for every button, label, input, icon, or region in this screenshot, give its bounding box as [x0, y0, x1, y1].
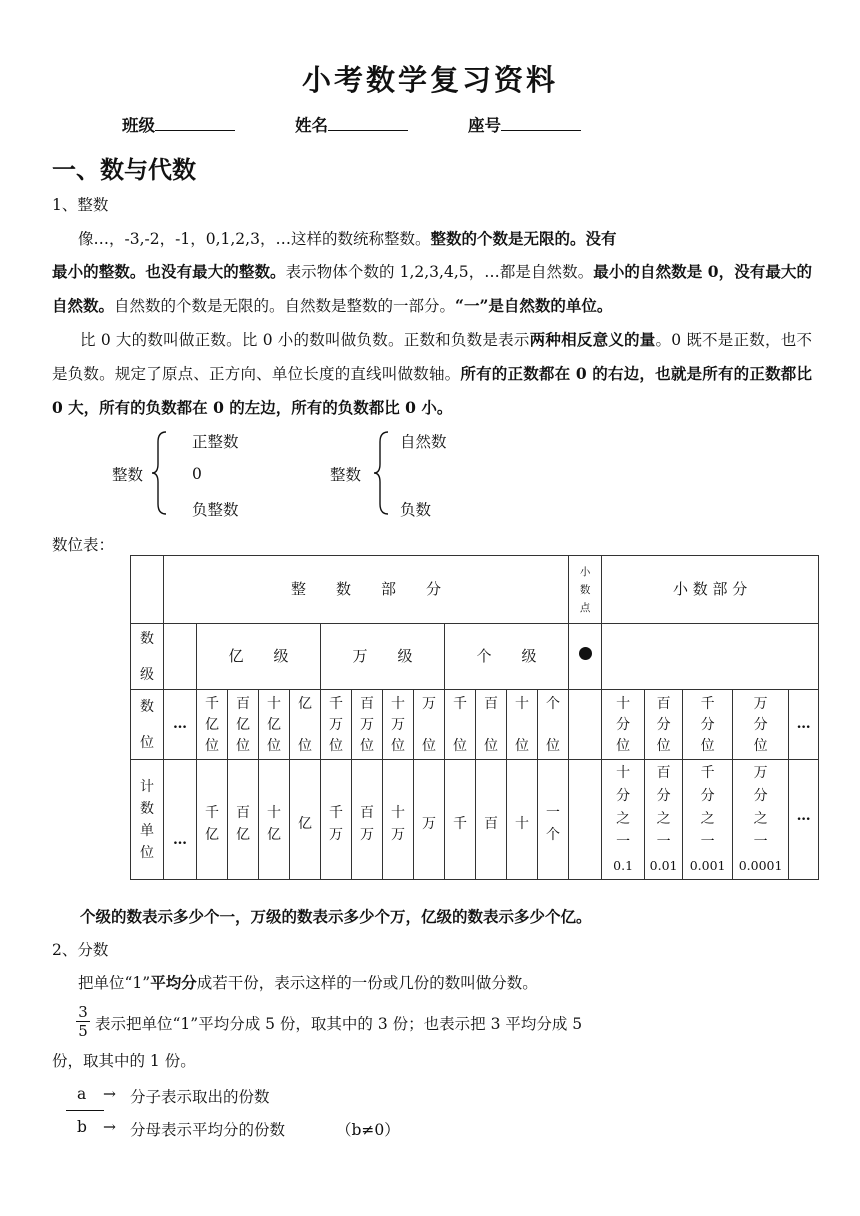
cell-text: 十	[267, 804, 281, 821]
counting-unit	[538, 760, 569, 880]
cell-text: 0.01	[649, 858, 678, 873]
decimal-counting-unit	[683, 760, 733, 880]
p3-run: 所有的正数都在 0 的右边，也就是所有的正数都比 0 大，所有的负数都在 0 的左边，所有的负数都比 0 小。	[52, 364, 812, 417]
fraction-definition	[78, 971, 538, 993]
fraction-example-line2: 份，取其中的 1 份。	[52, 1052, 196, 1070]
cell-text: 千	[700, 696, 715, 712]
denominator-condition: （b≠0）	[336, 1121, 400, 1139]
cell-text: 位	[391, 738, 405, 754]
cell-text: 个	[546, 826, 561, 843]
counting-unit	[197, 760, 228, 880]
p3-run: 比 0 大的数叫做正数。比 0 小的数叫做负数。正数和负数是表示	[80, 331, 530, 349]
place-value-table-label: 数位表：	[52, 536, 115, 554]
cell-text: 分	[700, 717, 715, 733]
grade-2: 个 级	[445, 624, 569, 690]
cell-text: 千	[205, 696, 219, 712]
cell-text: 位	[546, 738, 561, 754]
cell-text: 位	[267, 738, 281, 754]
counting-unit	[321, 760, 352, 880]
ellipsis-cell: …	[789, 690, 819, 760]
cell-text: 一	[700, 834, 715, 850]
ellipsis-cell: …	[789, 760, 819, 880]
decimal-point-header	[569, 556, 602, 624]
cell-text: 一	[546, 804, 561, 821]
numerator-symbol: a	[77, 1085, 87, 1103]
p2-run: “一”是自然数的单位。	[455, 296, 613, 315]
p2-run: 最小的自然数是 0，没有最大的自然数。	[52, 262, 812, 315]
fraction-example-line1: 表示把单位“1”平均分成 5 份，取其中的 3 份；也表示把 3 平均分成 5	[95, 1015, 583, 1033]
fraction-numerator: 3	[78, 1003, 88, 1021]
frac-def-run: 成若干份，表示这样的一份或几份的数叫做分数。	[196, 974, 538, 992]
cell-text: 0.1	[613, 858, 634, 873]
place-name	[383, 690, 414, 760]
place-value-table	[130, 555, 819, 880]
class-field[interactable]	[122, 112, 235, 136]
cell-text: 万	[753, 765, 768, 781]
decimal-part-header: 小 数 部 分	[602, 556, 819, 624]
cell-text: 位	[453, 738, 467, 754]
arrow-right-icon: →	[103, 1085, 116, 1103]
frac-def-run: 把单位“1”	[78, 974, 151, 992]
place-name	[476, 690, 507, 760]
cell-text: 千	[205, 804, 219, 821]
cell-text: 之	[656, 811, 671, 827]
cell-text: 亿	[205, 717, 219, 733]
cell-text: 分	[753, 717, 768, 733]
seat-label: 座号	[468, 116, 501, 135]
p2-run: 表示物体个数的 1,2,3,4,5，…都是自然数。	[285, 263, 594, 281]
cell-text: 万	[360, 717, 374, 733]
cell-text: 万	[360, 826, 374, 843]
cell-text: 万	[753, 696, 768, 712]
counting-unit	[290, 760, 321, 880]
cell-text: 数	[140, 630, 154, 647]
integer-paragraph-3	[52, 323, 812, 425]
place-name	[259, 690, 290, 760]
cell-text: 0.0001	[738, 858, 783, 873]
class1-item-zero: 0	[192, 465, 202, 483]
fraction-three-fifths	[76, 1003, 90, 1040]
table-cell	[569, 690, 602, 760]
place-label	[131, 690, 164, 760]
cell-text: 千	[700, 765, 715, 781]
cell-text: 位	[360, 738, 374, 754]
cell-text: 分	[656, 788, 671, 804]
grade-1: 万 级	[321, 624, 445, 690]
cell-text: 小	[579, 565, 591, 578]
denominator-meaning: 分母表示平均分的份数	[130, 1121, 286, 1139]
cell-text: 位	[205, 738, 219, 754]
left-brace-icon	[150, 430, 170, 516]
ellipsis-cell: …	[164, 690, 197, 760]
counting-unit	[414, 760, 445, 880]
cell-text: 位	[140, 844, 154, 861]
cell-text: 千	[329, 804, 343, 821]
counting-unit	[259, 760, 290, 880]
cell-text: 位	[484, 738, 498, 754]
cell-text: 百	[236, 804, 250, 821]
cell-text: 分	[656, 717, 671, 733]
p2-run: 最小的整数。也没有最大的整数。	[52, 262, 286, 281]
cell-text: 位	[140, 734, 154, 751]
class2-item-negative: 负数	[400, 501, 432, 519]
p3-run: 。0 既不是正数，也不是负数。规定了原点、正方向、单位长度的直线叫做数轴。	[52, 331, 812, 383]
classification-label-1: 整数	[112, 466, 144, 484]
cell-text: 十	[267, 696, 281, 712]
counting-unit	[476, 760, 507, 880]
integer-part-header: 整 数 部 分	[164, 556, 569, 624]
cell-text: 百	[484, 815, 498, 832]
cell-text: 位	[616, 738, 631, 754]
left-brace-icon	[372, 430, 392, 516]
cell-text: 位	[515, 738, 529, 754]
cell-text: 个	[546, 696, 561, 712]
denominator-symbol: b	[77, 1118, 87, 1136]
cell-text: 位	[236, 738, 250, 754]
cell-text: 亿	[267, 826, 281, 843]
counting-unit	[383, 760, 414, 880]
cell-text: 百	[360, 804, 374, 821]
place-name	[445, 690, 476, 760]
ellipsis-cell: …	[164, 760, 197, 880]
cell-text: 位	[329, 738, 343, 754]
p1-run: 像…，-3,-2，-1，0,1,2,3，…这样的数统称整数。	[78, 230, 431, 248]
integer-paragraph-2	[52, 255, 812, 323]
cell-text: 亿	[205, 826, 219, 843]
place-name	[538, 690, 569, 760]
cell-text: 十	[616, 765, 631, 781]
table-cell	[602, 624, 819, 690]
cell-text: 亿	[236, 826, 250, 843]
counting-unit	[507, 760, 538, 880]
decimal-place-name	[683, 690, 733, 760]
class1-item-negative: 负整数	[192, 501, 239, 519]
grade-0: 亿 级	[197, 624, 321, 690]
cell-text: 计	[140, 778, 154, 795]
cell-text: 之	[700, 811, 715, 827]
seat-field[interactable]	[468, 112, 581, 136]
cell-text: 十	[616, 696, 631, 712]
decimal-counting-unit	[602, 760, 645, 880]
place-name	[197, 690, 228, 760]
counting-unit	[228, 760, 259, 880]
cell-text: 千	[329, 696, 343, 712]
page-title: 小考数学复习资料	[301, 63, 558, 97]
cell-text: 十	[391, 804, 405, 821]
cell-text: 千	[453, 815, 467, 832]
p3-run: 两种相反意义的量	[529, 330, 656, 349]
p1-run: 整数的个数是无限的。没有	[430, 229, 617, 248]
class1-item-positive: 正整数	[192, 433, 239, 451]
cell-text: 数	[140, 800, 154, 817]
cell-text: 万	[329, 826, 343, 843]
cell-text: 数	[140, 698, 154, 715]
cell-text: 分	[700, 788, 715, 804]
cell-text: 之	[753, 811, 768, 827]
cell-text: 百	[656, 696, 671, 712]
cell-text: 亿	[236, 717, 250, 733]
decimal-place-name	[602, 690, 645, 760]
fraction-bar	[66, 1110, 104, 1111]
place-name	[352, 690, 383, 760]
cell-text: 万	[422, 696, 436, 712]
table-cell	[164, 624, 197, 690]
cell-text: 百	[656, 765, 671, 781]
cell-text: 位	[656, 738, 671, 754]
place-name	[290, 690, 321, 760]
numerator-meaning: 分子表示取出的份数	[130, 1088, 270, 1106]
class2-item-natural: 自然数	[400, 433, 447, 451]
cell-text: 分	[616, 788, 631, 804]
cell-text: 百	[484, 696, 498, 712]
cell-text: 一	[753, 834, 768, 850]
name-label: 姓名	[295, 116, 328, 135]
cell-text: 万	[391, 717, 405, 733]
arrow-right-icon: →	[103, 1118, 116, 1136]
subsection-fractions: 2、分数	[52, 941, 109, 959]
cell-text: 位	[298, 738, 312, 754]
counting-unit	[445, 760, 476, 880]
decimal-counting-unit	[645, 760, 683, 880]
cell-text: 万	[391, 826, 405, 843]
name-field[interactable]	[295, 112, 408, 136]
cell-text: 百	[360, 696, 374, 712]
classification-label-2: 整数	[330, 466, 362, 484]
cell-text: 位	[700, 738, 715, 754]
unit-label	[131, 760, 164, 880]
cell-text: 亿	[298, 696, 312, 712]
frac-def-run: 平均分	[150, 973, 197, 992]
place-name	[321, 690, 352, 760]
cell-text: 十	[515, 696, 529, 712]
decimal-point-dot-icon	[579, 647, 592, 660]
cell-text: 分	[753, 788, 768, 804]
cell-text: 点	[579, 601, 591, 614]
place-name	[228, 690, 259, 760]
decimal-place-name	[733, 690, 789, 760]
table-cell	[569, 760, 602, 880]
cell-text: 之	[616, 811, 631, 827]
decimal-point-cell	[569, 624, 602, 690]
decimal-counting-unit	[733, 760, 789, 880]
counting-unit	[352, 760, 383, 880]
cell-text: 十	[391, 696, 405, 712]
cell-text: 百	[236, 696, 250, 712]
cell-text: 一	[656, 834, 671, 850]
grade-label	[131, 624, 164, 690]
place-name	[414, 690, 445, 760]
class-blank[interactable]	[155, 114, 235, 131]
cell-text: 一	[616, 834, 631, 850]
grade-note: 个级的数表示多少个一，万级的数表示多少个万，亿级的数表示多少个亿。	[80, 907, 592, 926]
name-blank[interactable]	[328, 114, 408, 131]
section-heading: 一、数与代数	[52, 155, 196, 184]
decimal-place-name	[645, 690, 683, 760]
integer-paragraph-1	[78, 222, 778, 256]
cell-text: 十	[515, 815, 529, 832]
fraction-denominator: 5	[76, 1021, 90, 1040]
cell-text: 万	[329, 717, 343, 733]
cell-text: 千	[453, 696, 467, 712]
place-name	[507, 690, 538, 760]
cell-text: 万	[422, 815, 436, 832]
cell-text: 亿	[267, 717, 281, 733]
seat-blank[interactable]	[501, 114, 581, 131]
corner-cell	[131, 556, 164, 624]
cell-text: 级	[140, 666, 154, 683]
cell-text: 单	[140, 822, 154, 839]
cell-text: 位	[753, 738, 768, 754]
cell-text: 0.001	[689, 858, 726, 873]
class-label: 班级	[122, 116, 155, 135]
subsection-integers: 1、整数	[52, 196, 109, 214]
cell-text: 位	[422, 738, 436, 754]
cell-text: 亿	[298, 815, 312, 832]
cell-text: 数	[579, 583, 591, 596]
cell-text: 分	[616, 717, 631, 733]
p2-run: 自然数的个数是无限的。自然数是整数的一部分。	[114, 297, 456, 315]
